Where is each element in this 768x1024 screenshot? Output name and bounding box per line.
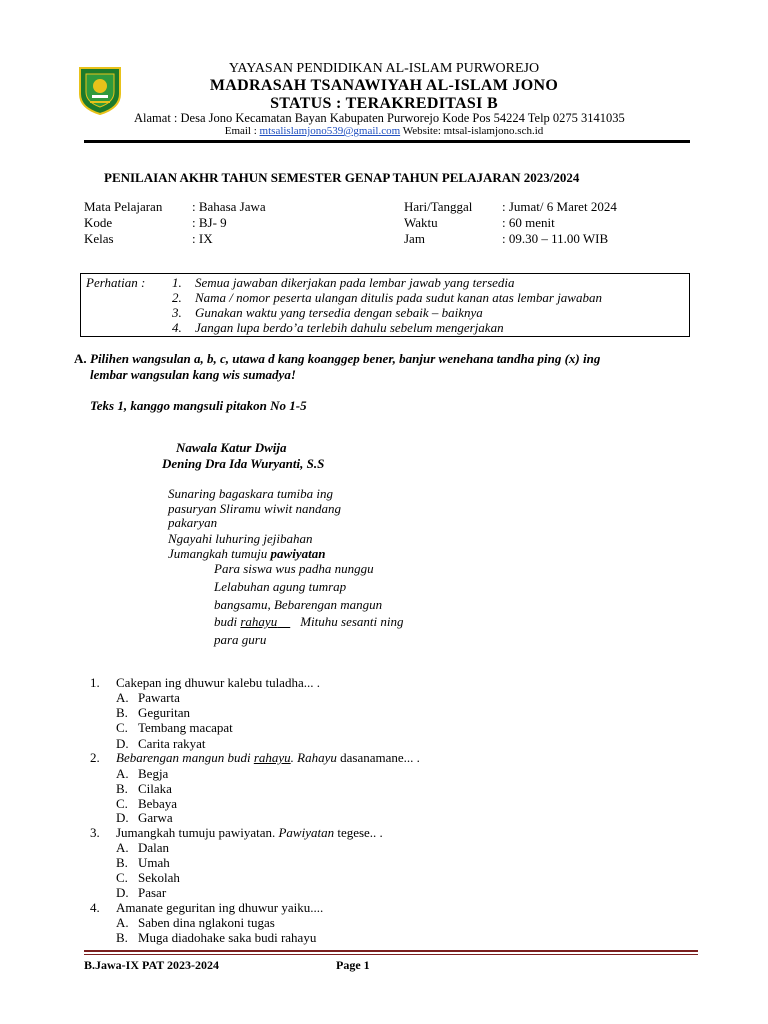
- instruction-1-text: Semua jawaban dikerjakan pada lembar jawab yang tersedia: [195, 275, 515, 290]
- q1-option-a[interactable]: Pawarta: [138, 690, 180, 705]
- info-code-value: : BJ- 9: [192, 215, 227, 230]
- poem-line: Ngayahi luhuring jejibahan: [168, 531, 313, 546]
- question-4-text: Amanate geguritan ing dhuwur yaiku....: [116, 900, 324, 915]
- poem-author: Dening Dra Ida Wuryanti, S.S: [162, 456, 325, 471]
- contact-line: [0, 125, 768, 137]
- poem-title: Nawala Katur Dwija: [176, 440, 287, 455]
- question-4-number: 4.: [90, 900, 100, 915]
- accreditation-status: STATUS : TERAKREDITASI B: [270, 95, 498, 112]
- q2-option-b-letter: B.: [116, 781, 128, 796]
- email-label: Email :: [224, 125, 260, 137]
- q3-rest: tegese.. .: [334, 825, 383, 840]
- poem-last-line: para guru: [214, 632, 267, 647]
- section-a-instruction-line1: Pilihen wangsulan a, b, c, utawa d kang koanggep bener, banjur wenehana tandha ping (x) ing: [90, 351, 601, 366]
- q3-option-d[interactable]: Pasar: [138, 885, 167, 900]
- footer-rule-thin: [84, 954, 698, 955]
- q3-option-c[interactable]: Sekolah: [138, 870, 180, 885]
- question-2-number: 2.: [90, 750, 100, 765]
- q3-pre: Jumangkah tumuju pawiyatan.: [116, 825, 279, 840]
- poem-line: pasuryan Sliramu wiwit nandang: [168, 501, 341, 516]
- instructions-label: Perhatian :: [86, 275, 146, 290]
- instruction-1-number: 1.: [172, 275, 182, 290]
- poem-line: pakaryan: [168, 515, 218, 530]
- q4-option-b-letter: B.: [116, 930, 128, 945]
- q3-option-b[interactable]: Umah: [138, 855, 170, 870]
- instruction-3-number: 3.: [172, 305, 182, 320]
- poem-after-rahayu: Mituhu sesanti ning: [300, 614, 404, 629]
- q1-option-d-letter: D.: [116, 736, 129, 751]
- info-time-label: Jam: [404, 231, 425, 246]
- q3-option-c-letter: C.: [116, 870, 128, 885]
- q2-option-d[interactable]: Garwa: [138, 810, 173, 825]
- info-time-value: : 09.30 – 11.00 WIB: [502, 231, 609, 246]
- poem-word-budi: budi: [214, 614, 241, 629]
- q2-option-d-letter: D.: [116, 810, 129, 825]
- q3-italic-word: Pawiyatan: [278, 825, 335, 840]
- info-class-label: Kelas: [84, 231, 114, 246]
- foundation-name: YAYASAN PENDIDIKAN AL-ISLAM PURWOREJO: [228, 61, 540, 76]
- footer-page-number: Page 1: [336, 958, 370, 972]
- question-2-text: [116, 750, 420, 766]
- q1-option-c-letter: C.: [116, 720, 128, 735]
- q3-option-d-letter: D.: [116, 885, 129, 900]
- q2-italic-part: Bebarengan mangun budi: [116, 750, 254, 765]
- poem-underlined-word: [240, 614, 290, 629]
- instruction-2-text: Nama / nomor peserta ulangan ditulis pada sudut kanan atas lembar jawaban: [195, 290, 602, 305]
- q1-option-a-letter: A.: [116, 690, 129, 705]
- instruction-3-text: Gunakan waktu yang tersedia dengan sebaik – baiknya: [195, 305, 483, 320]
- q2-option-a[interactable]: Begja: [138, 766, 169, 781]
- q2-option-a-letter: A.: [116, 766, 129, 781]
- poem-line: [168, 546, 325, 562]
- question-1-number: 1.: [90, 675, 100, 690]
- poem-indented-line: bangsamu, Bebarengan mangun: [214, 597, 383, 612]
- q4-option-b[interactable]: Muga diadohake saka budi rahayu: [138, 930, 317, 945]
- instruction-2-number: 2.: [172, 290, 182, 305]
- info-duration-label: Waktu: [404, 215, 438, 230]
- reading-text-heading: Teks 1, kanggo mangsuli pitakon No 1-5: [90, 398, 307, 413]
- school-name: MADRASAH TSANAWIYAH AL-ISLAM JONO: [209, 77, 559, 94]
- poem-indented-line: Para siswa wus padha nunggu: [214, 561, 374, 576]
- q1-option-b-letter: B.: [116, 705, 128, 720]
- q4-option-a-letter: A.: [116, 915, 129, 930]
- info-date-value: : Jumat/ 6 Maret 2024: [502, 199, 617, 214]
- q3-option-a-letter: A.: [116, 840, 129, 855]
- school-address: Alamat : Desa Jono Kecamatan Bayan Kabupaten Purworejo Kode Pos 54224 Telp 0275 3141035: [134, 111, 625, 125]
- letterhead-rule: [84, 140, 690, 143]
- info-class-value: : IX: [192, 231, 213, 246]
- q1-option-c[interactable]: Tembang macapat: [138, 720, 233, 735]
- q2-rest: dasanamane... .: [336, 750, 420, 765]
- info-duration-value: : 60 menit: [502, 215, 555, 230]
- q2-italic-part-2: . Rahayu: [290, 750, 337, 765]
- poem-indented-line: [214, 614, 404, 630]
- question-3-text: [116, 825, 383, 841]
- email-link[interactable]: mtsalislamjono539@gmail.com: [259, 125, 401, 137]
- q2-option-c[interactable]: Bebaya: [138, 796, 177, 811]
- info-subject-value: : Bahasa Jawa: [192, 199, 266, 214]
- q2-option-b[interactable]: Cilaka: [138, 781, 172, 796]
- poem-word-rahayu: rahayu: [240, 614, 278, 629]
- footer-rule: [84, 950, 698, 952]
- q4-option-a[interactable]: Saben dina nglakoni tugas: [138, 915, 275, 930]
- poem-line-text: Jumangkah tumuju: [168, 546, 271, 561]
- question-1-text: Cakepan ing dhuwur kalebu tuladha... .: [116, 675, 320, 690]
- website-text: Website: mtsal-islamjono.sch.id: [400, 125, 544, 137]
- q3-option-a[interactable]: Dalan: [138, 840, 170, 855]
- q2-underlined-word: rahayu: [253, 750, 291, 765]
- info-subject-label: Mata Pelajaran: [84, 199, 163, 214]
- question-3-number: 3.: [90, 825, 100, 840]
- instruction-4-number: 4.: [172, 320, 182, 335]
- poem-line: Sunaring bagaskara tumiba ing: [168, 486, 334, 501]
- exam-title: PENILAIAN AKHR TAHUN SEMESTER GENAP TAHUN PELAJARAN 2023/2024: [104, 170, 580, 185]
- instruction-4-text: Jangan lupa berdo’a terlebih dahulu sebelum mengerjakan: [195, 320, 504, 335]
- q1-option-d[interactable]: Carita rakyat: [138, 736, 206, 751]
- section-a-letter: A.: [74, 351, 87, 366]
- q3-option-b-letter: B.: [116, 855, 128, 870]
- footer-document-id: B.Jawa-IX PAT 2023-2024: [84, 958, 219, 972]
- q1-option-b[interactable]: Geguritan: [138, 705, 190, 720]
- poem-bold-word: pawiyatan: [270, 546, 326, 561]
- section-a-instruction-line2: lembar wangsulan kang wis sumadya!: [90, 367, 296, 382]
- poem-indented-line: Lelabuhan agung tumrap: [214, 579, 347, 594]
- info-date-label: Hari/Tanggal: [404, 199, 473, 214]
- info-code-label: Kode: [84, 215, 113, 230]
- q2-option-c-letter: C.: [116, 796, 128, 811]
